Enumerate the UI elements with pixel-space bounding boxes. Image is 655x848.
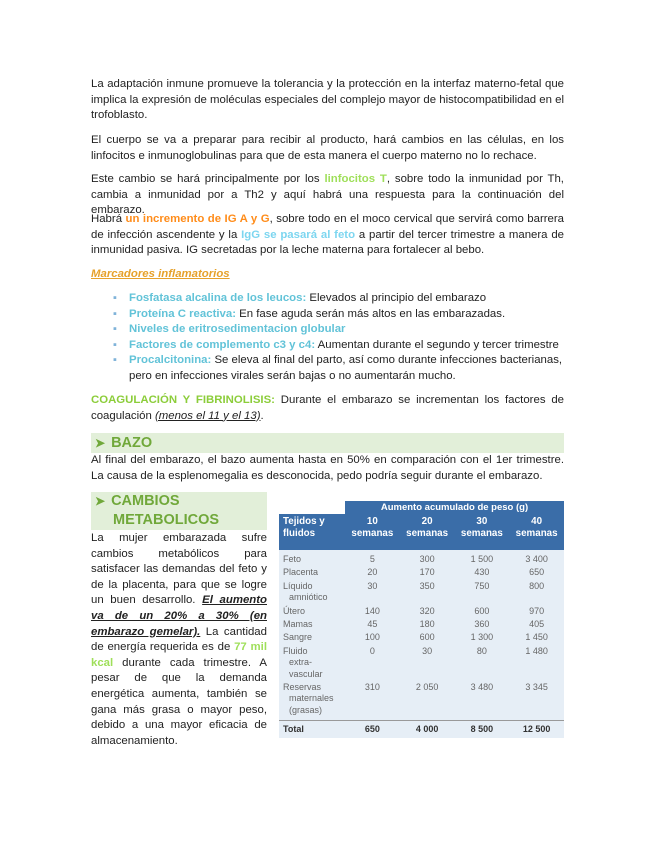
table-row: [279, 681, 564, 720]
table-header-week: [345, 514, 400, 550]
table-cell: 750: [474, 580, 490, 591]
table-row-label: [279, 554, 345, 565]
header-line: 10: [366, 516, 378, 527]
header-line: 30: [476, 516, 488, 527]
label-line: Sangre: [283, 632, 313, 643]
table-cell: 650: [529, 567, 545, 578]
marker-term: Procalcitonina:: [129, 354, 212, 367]
label-line: Líquido: [283, 580, 313, 591]
table-cell: 430: [474, 567, 490, 578]
table-row-label: [279, 682, 345, 716]
table-cell: 1 450: [525, 632, 548, 643]
label-line: Reservas: [283, 682, 322, 693]
table-row-label: [279, 606, 345, 617]
header-line: semanas: [460, 528, 503, 539]
section-heading-metabolic: ➤ CAMBIOS METABOLICOS: [91, 492, 267, 530]
marker-term: Factores de complemento c3 y c4:: [129, 338, 316, 351]
marker-term: Proteína C reactiva:: [129, 307, 236, 320]
paragraph-lymphocytes: Este cambio se hará principalmente por los linfocitos T, sobre todo la inmunidad por Th, cambia a inmunidad por a Th2 y aquí habrá una respuesta para la continuación del embarazo.: [91, 173, 564, 217]
table-cell: 8 500: [470, 724, 494, 735]
marker-item: [111, 338, 564, 354]
markers-heading: Marcadores inflamatorios: [91, 268, 230, 280]
label-line: Placenta: [283, 567, 319, 578]
table-cell: 1 300: [470, 632, 494, 643]
table-row-label: [279, 567, 345, 578]
table-header-week: [455, 514, 510, 550]
paragraph-bazo: Al final del embarazo, el bazo aumenta hasta en 50% en comparación con el 1er trimestre. La causa de la esplenomegalia es desconocida, pedo podría seguir durante el embarazo.: [91, 454, 564, 482]
paragraph-coagulation: COAGULACIÓN Y FIBRINOLISIS: Durante el embarazo se incrementan los factores de coagulación (menos el 11 y el 13).: [91, 394, 564, 422]
table-row: [279, 580, 564, 605]
table-row: [279, 605, 564, 618]
marker-item: [111, 353, 564, 384]
table-cell: 650: [364, 724, 380, 735]
label-line: Útero: [283, 605, 306, 616]
table-cell: 800: [529, 580, 545, 591]
label-line: Feto: [283, 554, 302, 564]
table-row: [279, 645, 564, 681]
table-header-tissues: [279, 514, 345, 550]
table-row: [279, 631, 564, 644]
marker-text: En fase aguda serán más altos en las embarazadas.: [236, 307, 506, 320]
table-cell: 600: [419, 632, 435, 643]
marker-term: Fosfatasa alcalina de los leucos:: [129, 292, 307, 304]
table-cell: 405: [529, 619, 545, 630]
bullet-icon: ▪: [113, 323, 117, 336]
table-cell: 310: [364, 682, 380, 693]
table-cell: 30: [367, 580, 378, 591]
marker-text: Elevados al principio del embarazo: [306, 292, 487, 304]
header-line: semanas: [515, 528, 558, 539]
header-line: 20: [421, 516, 433, 527]
table-cell: 3 480: [470, 682, 494, 693]
table-cell: 970: [529, 605, 545, 616]
label-line: amniótico: [289, 592, 328, 603]
label-line: extra-: [289, 657, 313, 668]
weight-gain-table: [279, 501, 564, 738]
table-cell: 80: [476, 645, 487, 656]
table-cell: 1 480: [525, 645, 548, 656]
table-cell: 2 050: [415, 682, 439, 693]
table-cell: 100: [364, 632, 380, 643]
table-row: [279, 566, 564, 579]
table-row-label: [279, 646, 345, 680]
header-line: semanas: [351, 528, 394, 539]
table-total-label: Total: [283, 724, 304, 735]
paragraph-body-preparation: El cuerpo se va a preparar para recibir al producto, hará cambios en las células, en los linfocitos e inmunoglobulinas para que de esta manera el cuerpo materno no lo rechace.: [91, 134, 564, 162]
table-cell: 360: [474, 619, 490, 630]
table-row: [279, 618, 564, 631]
arrow-icon: ➤: [95, 494, 106, 508]
header-line: 40: [531, 516, 543, 527]
table-header-week: [509, 514, 564, 550]
bullet-icon: ▪: [113, 307, 117, 320]
markers-list: [111, 291, 564, 385]
bullet-icon: ▪: [113, 354, 117, 367]
table-row-label: [279, 619, 345, 630]
emphasis-increase: El aumento va de un 20% a 30% (en embarazo gemelar).: [91, 594, 267, 638]
bullet-icon: ▪: [113, 292, 117, 304]
table-cell: 350: [419, 580, 435, 591]
marker-item: [111, 322, 564, 338]
highlight-ig-increase: un incremento de IG A y G: [125, 213, 270, 225]
table-cell: 170: [419, 567, 435, 578]
label-line: Mamas: [283, 619, 313, 630]
section-heading-bazo: ➤ BAZO: [91, 433, 564, 453]
highlight-igg-fetus: IgG se pasará al feto: [241, 228, 356, 241]
table-header: [279, 514, 564, 550]
label-line: vascular: [289, 668, 323, 679]
header-line: fluidos: [283, 528, 316, 539]
marker-text: Se eleva al final del parto, así como durante infecciones bacterianas, pero en infecciones virales serán bajas o no aumentarán mucho.: [129, 354, 563, 382]
table-row-label: [279, 581, 345, 604]
table-cell: 180: [419, 619, 435, 630]
arrow-icon: ➤: [95, 436, 106, 450]
coagulation-term: COAGULACIÓN Y FIBRINOLISIS:: [91, 394, 275, 406]
table-cell: 12 500: [522, 724, 551, 735]
paragraph-immunoglobulins: Habrá un incremento de IG A y G, sobre todo en el moco cervical que servirá como barrera de infección ascendente y la IgG se pasará al feto a partir del tercer trimestre a manera de inmunidad pasiva. IG secretadas por la leche materna para fortalecer al bebo.: [91, 213, 564, 257]
paragraph-metabolic: La mujer embarazada sufre cambios metabólicos para satisfacer las demandas del feto y de la placenta, para que se logre un buen desarrollo. El aumento va de un 20% a 30% (en embarazo gemelar). La cantidad de energía requerida es de 77 mil kcal durante cada trimestre. A pesar de que la demanda energética aumenta, también se gana más grasa o mayor peso, debido a una mayor eficacia de almacenamiento.: [91, 532, 267, 747]
table-cell: 600: [474, 605, 490, 616]
header-line: Tejidos y: [283, 516, 325, 527]
table-cell: 5: [369, 554, 375, 564]
table-cell: 20: [367, 567, 378, 578]
table-cell: 140: [364, 605, 380, 616]
table-cell: 320: [419, 605, 435, 616]
table-cell: 45: [367, 619, 378, 630]
table-cell: 3 345: [525, 682, 548, 693]
table-header-week: [400, 514, 455, 550]
table-row: [279, 550, 564, 566]
table-cell: 300: [419, 554, 435, 564]
table-cell: 0: [369, 645, 375, 656]
table-cell: 4 000: [415, 724, 439, 735]
highlight-linfocitos-t: linfocitos T: [324, 173, 387, 185]
table-cell: 1 500: [470, 554, 494, 564]
marker-item: [111, 291, 564, 307]
header-line: semanas: [406, 528, 449, 539]
paragraph-immune-adaptation: La adaptación inmune promueve la tolerancia y la protección en la interfaz materno-fetal que implica la expresión de moléculas especiales del complejo mayor de histocompatibilidad en el trofoblasto.: [91, 78, 564, 122]
table-cell: 3 400: [525, 554, 548, 564]
table-row-label: [279, 632, 345, 643]
label-line: Fluido: [283, 645, 308, 656]
label-line: maternales: [289, 693, 334, 704]
marker-text: Aumentan durante el segundo y tercer trimestre: [315, 338, 559, 351]
marker-term: Niveles de eritrosedimentacion globular: [129, 323, 346, 336]
bullet-icon: ▪: [113, 338, 117, 351]
table-total-row: [279, 720, 564, 738]
marker-item: [111, 307, 564, 323]
highlight-kcal: 77 mil kcal: [91, 641, 267, 669]
table-cell: 30: [422, 645, 433, 656]
label-line: (grasas): [289, 704, 323, 715]
table-title: Aumento acumulado de peso (g): [345, 501, 564, 514]
coagulation-note: (menos el 11 y el 13): [154, 409, 261, 422]
